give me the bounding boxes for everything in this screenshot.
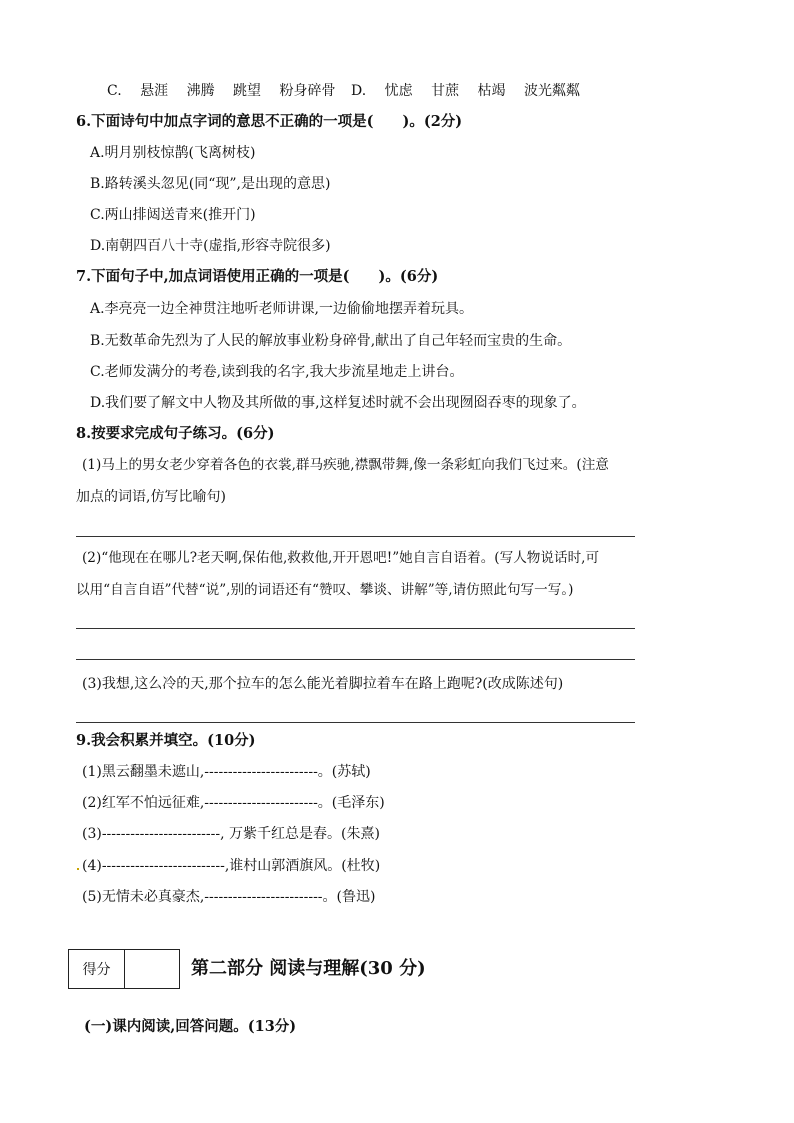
q8-item3: (3)我想,这么冷的天,那个拉车的怎么能光着脚拉着车在路上跑呢?(改成陈述句) bbox=[82, 676, 564, 692]
q7-title: 7.下面句子中,加点词语使用正确的一项是( )。(6分) bbox=[76, 268, 439, 285]
q8-item2-line1: (2)“他现在在哪儿?老天啊,保佑他,救救他,开开恩吧!”她自言自语着。(写人物说话时,可 bbox=[82, 550, 600, 566]
q9-item-1: (1)黑云翻墨未遮山,------------------------。(苏轼) bbox=[82, 764, 371, 780]
q9-title: 9.我会积累并填空。(10分) bbox=[76, 732, 256, 749]
score-input-cell[interactable] bbox=[125, 950, 179, 988]
q6-title: 6.下面诗句中加点字词的意思不正确的一项是( )。(2分) bbox=[76, 113, 463, 130]
q6-option-b: B.路转溪头忽见(同“现”,是出现的意思) bbox=[90, 176, 331, 192]
q9-item-3: (3)-------------------------, 万紫千红总是春。(朱熹) bbox=[82, 826, 380, 842]
answer-line[interactable] bbox=[76, 628, 635, 629]
word: 忧虑 bbox=[384, 83, 413, 99]
q8-item1-line1: (1)马上的男女老少穿着各色的衣裳,群马疾驰,襟飘带舞,像一条彩虹向我们飞过来。(注意 bbox=[82, 457, 609, 473]
q5-option-d bbox=[351, 81, 580, 101]
q9-item-4: (4)--------------------------,谁村山郭酒旗风。(杜牧) bbox=[82, 858, 381, 874]
answer-line[interactable] bbox=[76, 659, 635, 660]
part2-title: 第二部分 阅读与理解(30 分) bbox=[191, 958, 426, 979]
word: 粉身碎骨 bbox=[279, 83, 336, 99]
q9-item-5: (5)无情未必真豪杰,-------------------------。(鲁迅) bbox=[82, 889, 376, 905]
q8-item2-line2: 以用“自言自语”代替“说”,别的词语还有“赞叹、攀谈、讲解”等,请仿照此句写一写。) bbox=[76, 582, 574, 598]
q8-item1-line2: 加点的词语,仿写比喻句) bbox=[76, 489, 226, 505]
q9-item-2: (2)红军不怕远征难,------------------------。(毛泽东) bbox=[82, 795, 385, 811]
score-box bbox=[68, 949, 180, 989]
q7-option-b: B.无数革命先烈为了人民的解放事业粉身碎骨,献出了自己年轻而宝贵的生命。 bbox=[90, 333, 572, 349]
word: 悬涯 bbox=[140, 83, 169, 99]
word: 甘蔗 bbox=[431, 83, 460, 99]
q7-option-c: C.老师发满分的考卷,读到我的名字,我大步流星地走上讲台。 bbox=[90, 364, 464, 380]
q7-option-a: A.李亮亮一边全神贯注地听老师讲课,一边偷偷地摆弄着玩具。 bbox=[90, 301, 474, 317]
score-label: 得分 bbox=[69, 950, 125, 988]
stray-dot bbox=[77, 868, 79, 870]
q7-option-d: D.我们要了解文中人物及其所做的事,这样复述时就不会出现囫囵吞枣的现象了。 bbox=[90, 395, 586, 411]
option-label: C. bbox=[107, 83, 122, 99]
q5-option-c bbox=[107, 81, 335, 101]
word: 枯竭 bbox=[477, 83, 506, 99]
q6-option-c: C.两山排闼送青来(推开门) bbox=[90, 207, 256, 223]
option-label: D. bbox=[351, 83, 367, 99]
word: 沸腾 bbox=[186, 83, 215, 99]
section1-title: (一)课内阅读,回答问题。(13分) bbox=[84, 1018, 297, 1035]
q8-title: 8.按要求完成句子练习。(6分) bbox=[76, 425, 275, 442]
answer-line[interactable] bbox=[76, 722, 635, 723]
q6-option-d: D.南朝四百八十寺(虚指,形容寺院很多) bbox=[90, 238, 331, 254]
word: 跳望 bbox=[233, 83, 262, 99]
word: 波光粼粼 bbox=[524, 83, 580, 99]
q6-option-a: A.明月别枝惊鹊(飞离树枝) bbox=[90, 145, 256, 161]
answer-line[interactable] bbox=[76, 536, 635, 537]
